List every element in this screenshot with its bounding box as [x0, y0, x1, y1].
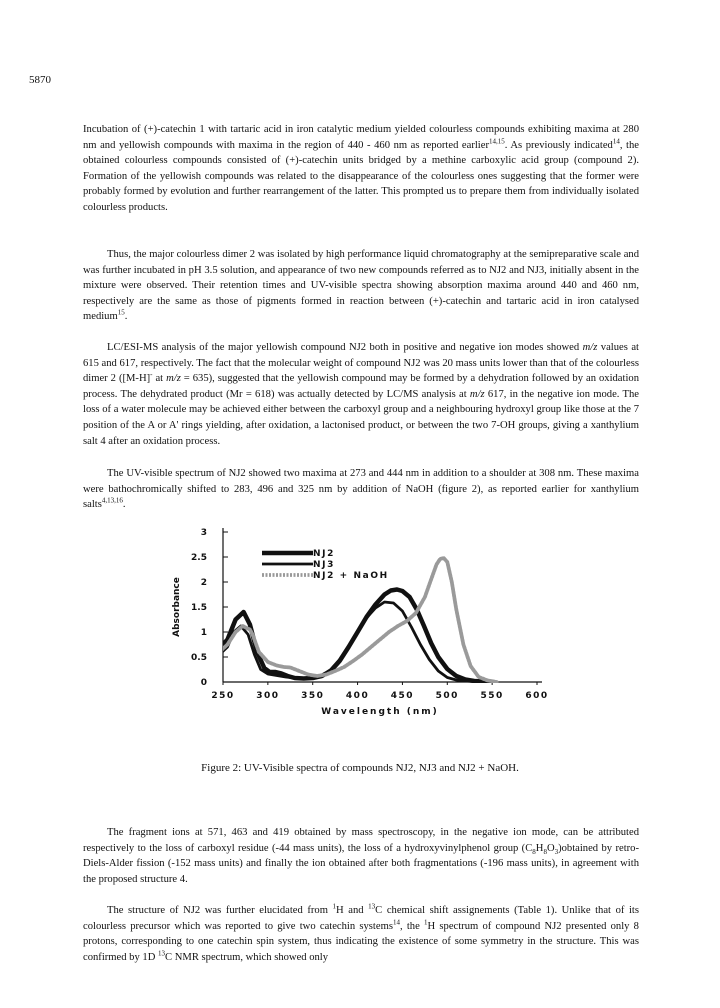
legend-label: NJ3: [313, 560, 335, 570]
x-tick-label: 350: [301, 691, 325, 701]
x-axis-label: Wavelength (nm): [321, 707, 439, 717]
y-tick-label: 0: [200, 678, 207, 688]
x-tick-label: 400: [345, 691, 370, 701]
x-tick-label: 250: [211, 691, 235, 701]
x-tick-label: 300: [256, 691, 280, 701]
y-tick-label: 0.5: [191, 653, 207, 663]
paragraph: LC/ESI-MS analysis of the major yellowish compound NJ2 both in positive and negative ion modes showed m/z values at 615 and 617, respectively. The fact that the molecular weight of compound NJ2 was 20 mass units lower than that of the colourless dimer 2 ([M-H]- at m/z = 635), suggested that the yellowish compound may be formed by a dehydration followed by an oxidation process. The dehydrated product (Mr = 618) was actually detected by LC/MS analysis at m/z 617, in the negative ion mode. The loss of a water molecule may be achieved either between the carboxyl group and a neighbouring hydroxyl group like those at the 7 position of the A or A' rings yielding, after oxidation, a lactonised product, or between the two 7-OH groups, giving a xanthylium salt 4 after an oxidation process.: [83, 342, 639, 447]
y-tick-label: 3: [200, 528, 207, 538]
chart-axes: [172, 528, 549, 717]
x-tick-label: 550: [480, 691, 504, 701]
paragraph: The structure of NJ2 was further elucidated from $^1$H and $^{13}$C chemical shift assignements (Table 1). Unlike that of its colourless precursor which was reported to give two catechin systems$^{14}$, the $^1$H spectrum of compound NJ2 presented only 8 protons, corresponding to one catechin spin system, thus indicating the existence of some symmetry in the structure. This was confirmed by 1D $^{13}$C NMR spectrum, which showed only: [83, 902, 639, 963]
paragraph: Incubation of (+)-catechin 1 with tartaric acid in iron catalytic medium yielded colourless compounds exhibiting maxima at 280 nm and yellowish compounds with maxima in the region of 440 - 460 nm as reported earlier$^{14,15}$. As previously indicated$^{14}$, the obtained colourless compounds consisted of (+)-catechin units bridged by a methine carboxylic acid group (compound 2). Formation of the yellowish compounds was related to the disappearance of the colourless ones suggesting that the former were probably formed by evolution and further rearrangement of the latter. This prompted us to prepare them from individually isolated colourless products.: [83, 124, 639, 213]
y-tick-label: 2.5: [191, 553, 207, 563]
y-tick-label: 2: [200, 578, 207, 588]
legend-label: NJ2 + NaOH: [313, 571, 389, 581]
legend-label: NJ2: [313, 549, 335, 559]
series-line-nj2: [214, 590, 492, 683]
chart-legend: [262, 549, 389, 581]
figure-caption: Figure 2: UV-Visible spectra of compounds NJ2, NJ3 and NJ2 + NaOH.: [201, 762, 519, 774]
page-number: 5870: [29, 74, 51, 86]
paragraph: The fragment ions at 571, 463 and 419 obtained by mass spectroscopy, in the negative ion mode, can be attributed respectively to the loss of carboxyl residue (-44 mass units), the loss of a hydroxyvinylphenol group $(C_8H_8O_3)obtained$ by retro-Diels-Alder fission (-152 mass units) and finally the ion obtained after both fragmentations (-196 mass units), in agreement with the proposed structure 4.: [83, 827, 639, 885]
paragraph: Thus, the major colourless dimer 2 was isolated by high performance liquid chromatography at the semipreparative scale and was further incubated in pH 3.5 solution, and appearance of two new compounds referred as to NJ2 and NJ3, initially absent in the mixture were observed. Their retention times and UV-visible spectra showing absorption maxima around 440 and 460 nm, respectively are the same as those of pigments formed in reaction between (+)-catechin and tartaric acid in iron catalysed medium$^{15}$.: [83, 249, 639, 323]
y-tick-label: 1.5: [191, 603, 207, 613]
uv-visible-spectra-chart: [165, 522, 585, 752]
x-tick-label: 600: [525, 691, 549, 701]
paragraph: The UV-visible spectrum of NJ2 showed two maxima at 273 and 444 nm in addition to a shoulder at 308 nm. These maxima were bathochromically shifted to 283, 496 and 325 nm by addition of NaOH (figure 2), as reported earlier for xanthylium salts$^{4,13,16}$.: [83, 468, 639, 511]
x-tick-label: 450: [390, 691, 415, 701]
y-tick-label: 1: [200, 628, 207, 638]
x-tick-label: 500: [435, 691, 459, 701]
y-axis-label: Absorbance: [172, 577, 182, 637]
